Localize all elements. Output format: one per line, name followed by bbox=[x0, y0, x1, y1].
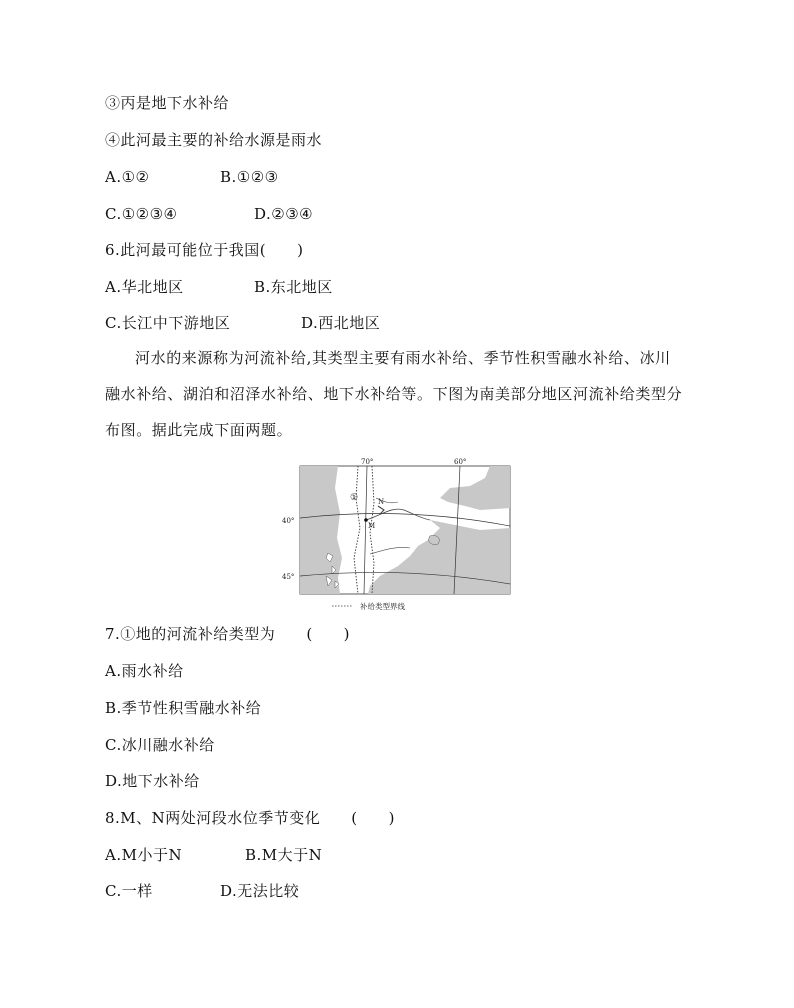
q5-option-d: D.②③④ bbox=[254, 205, 314, 223]
q7-stem: 7.①地的河流补给类型为 ( ) bbox=[105, 625, 351, 643]
q6-option-b: B.东北地区 bbox=[254, 278, 333, 296]
q5-option-c: C.①②③④ bbox=[105, 205, 178, 223]
river-supply-map bbox=[280, 458, 520, 614]
q8-option-d: D.无法比较 bbox=[220, 882, 300, 900]
q8-option-b: B.M大于N bbox=[245, 846, 323, 864]
passage bbox=[105, 340, 685, 448]
label-point-1: ① bbox=[350, 493, 359, 503]
label-point-m: M bbox=[368, 522, 376, 530]
q5-item-4: ④此河最主要的补给水源是雨水 bbox=[105, 131, 323, 149]
q5-option-a: A.①② bbox=[105, 168, 150, 186]
label-lon-70: 70° bbox=[361, 458, 374, 466]
peninsula bbox=[429, 535, 440, 544]
q6-option-d: D.西北地区 bbox=[301, 314, 381, 332]
q5-item-3: ③丙是地下水补给 bbox=[105, 94, 230, 112]
q8-option-a: A.M小于N bbox=[105, 846, 183, 864]
legend-label: 补给类型界线 bbox=[360, 602, 405, 611]
q8-stem: 8.M、N两处河段水位季节变化 ( ) bbox=[105, 809, 396, 827]
q5-option-b: B.①②③ bbox=[220, 168, 279, 186]
q6-option-a: A.华北地区 bbox=[105, 278, 184, 296]
q7-option-a: A.雨水补给 bbox=[105, 662, 184, 680]
q6-option-c: C.长江中下游地区 bbox=[105, 314, 231, 332]
q7-option-c: C.冰川融水补给 bbox=[105, 736, 215, 754]
q8-option-c: C.一样 bbox=[105, 882, 153, 900]
label-lon-60: 60° bbox=[454, 458, 467, 466]
q7-option-b: B.季节性积雪融水补给 bbox=[105, 699, 262, 717]
q7-option-d: D.地下水补给 bbox=[105, 772, 200, 790]
passage-text: 河水的来源称为河流补给,其类型主要有雨水补给、季节性积雪融水补给、冰川融水补给、湖泊和沼泽水补给、地下水补给等。下图为南美部分地区河流补给类型分布图。据此完成下面两题。 bbox=[105, 349, 683, 439]
label-point-n: N bbox=[378, 498, 385, 506]
label-lat-45: 45° bbox=[282, 573, 295, 581]
q6-stem: 6.此河最可能位于我国( ) bbox=[105, 241, 304, 259]
label-lat-40: 40° bbox=[282, 517, 295, 525]
